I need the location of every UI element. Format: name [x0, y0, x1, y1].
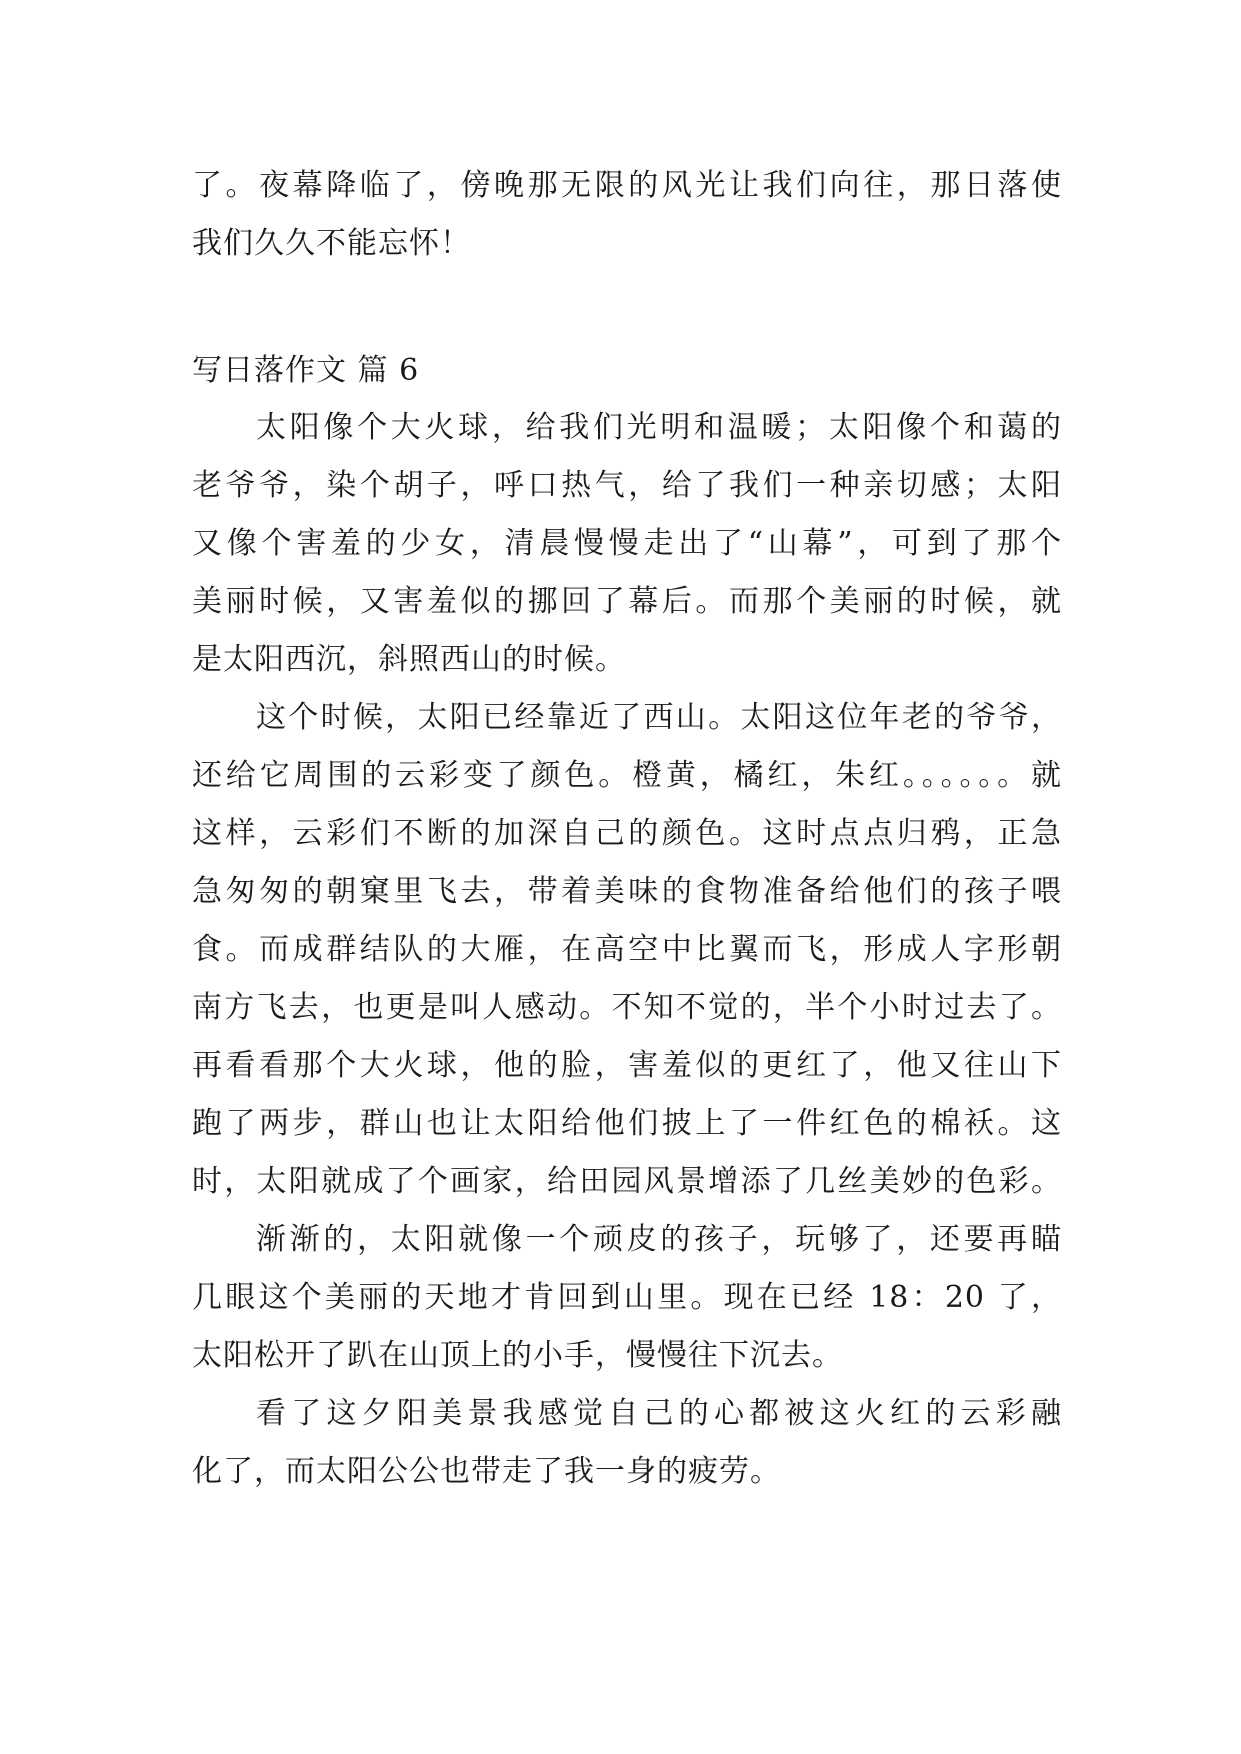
paragraph-2 [192, 689, 1062, 1211]
text-line: 跑了两步，群山也让太阳给他们披上了一件红色的棉袄。这 [192, 1106, 1062, 1141]
text-line: 化了，而太阳公公也带走了我一身的疲劳。 [192, 1454, 781, 1489]
text-line: 太阳松开了趴在山顶上的小手，慢慢往下沉去。 [192, 1338, 843, 1373]
text-line: 再看看那个大火球，他的脸，害羞似的更红了，他又往山下 [192, 1048, 1062, 1083]
text-line: 渐渐的，太阳就像一个顽皮的孩子，玩够了，还要再瞄 [256, 1222, 1062, 1257]
text-line: 南方飞去，也更是叫人感动。不知不觉的，半个小时过去了。 [192, 990, 1062, 1025]
text-line: 太阳像个大火球，给我们光明和温暖；太阳像个和蔼的 [256, 410, 1062, 445]
text-line: 美丽时候，又害羞似的挪回了幕后。而那个美丽的时候，就 [192, 584, 1062, 619]
text-line: 老爷爷，染个胡子，呼口热气，给了我们一种亲切感；太阳 [192, 468, 1062, 503]
paragraph-3 [192, 1211, 1062, 1385]
intro-paragraph [192, 157, 1062, 273]
text-line: 还给它周围的云彩变了颜色。橙黄，橘红，朱红。。。。。。就 [192, 758, 1062, 793]
text-line: 急匆匆的朝窠里飞去，带着美味的食物准备给他们的孩子喂 [192, 874, 1062, 909]
text-line: 是太阳西沉，斜照西山的时候。 [192, 642, 626, 677]
section-heading: 写日落作文 篇 6 [192, 353, 420, 388]
text-line: 这个时候，太阳已经靠近了西山。太阳这位年老的爷爷， [256, 700, 1062, 735]
text-line: 看了这夕阳美景我感觉自己的心都被这火红的云彩融 [256, 1396, 1062, 1431]
text-line: 时，太阳就成了个画家，给田园风景增添了几丝美妙的色彩。 [192, 1164, 1062, 1199]
paragraph-4 [192, 1385, 1062, 1501]
section-gap [192, 273, 1062, 343]
paragraph-1 [192, 399, 1062, 689]
text-line: 食。而成群结队的大雁，在高空中比翼而飞，形成人字形朝 [192, 932, 1062, 967]
text-line: 我们久久不能忘怀！ [192, 226, 471, 261]
text-line: 又像个害羞的少女，清晨慢慢走出了“山幕”，可到了那个 [192, 526, 1062, 561]
document-body [192, 157, 1062, 1501]
text-line: 了。夜幕降临了，傍晚那无限的风光让我们向往，那日落使 [192, 168, 1062, 203]
text-line: 几眼这个美丽的天地才肯回到山里。现在已经 18：20 了， [192, 1280, 1062, 1315]
text-line: 这样，云彩们不断的加深自己的颜色。这时点点归鸦，正急 [192, 816, 1062, 851]
